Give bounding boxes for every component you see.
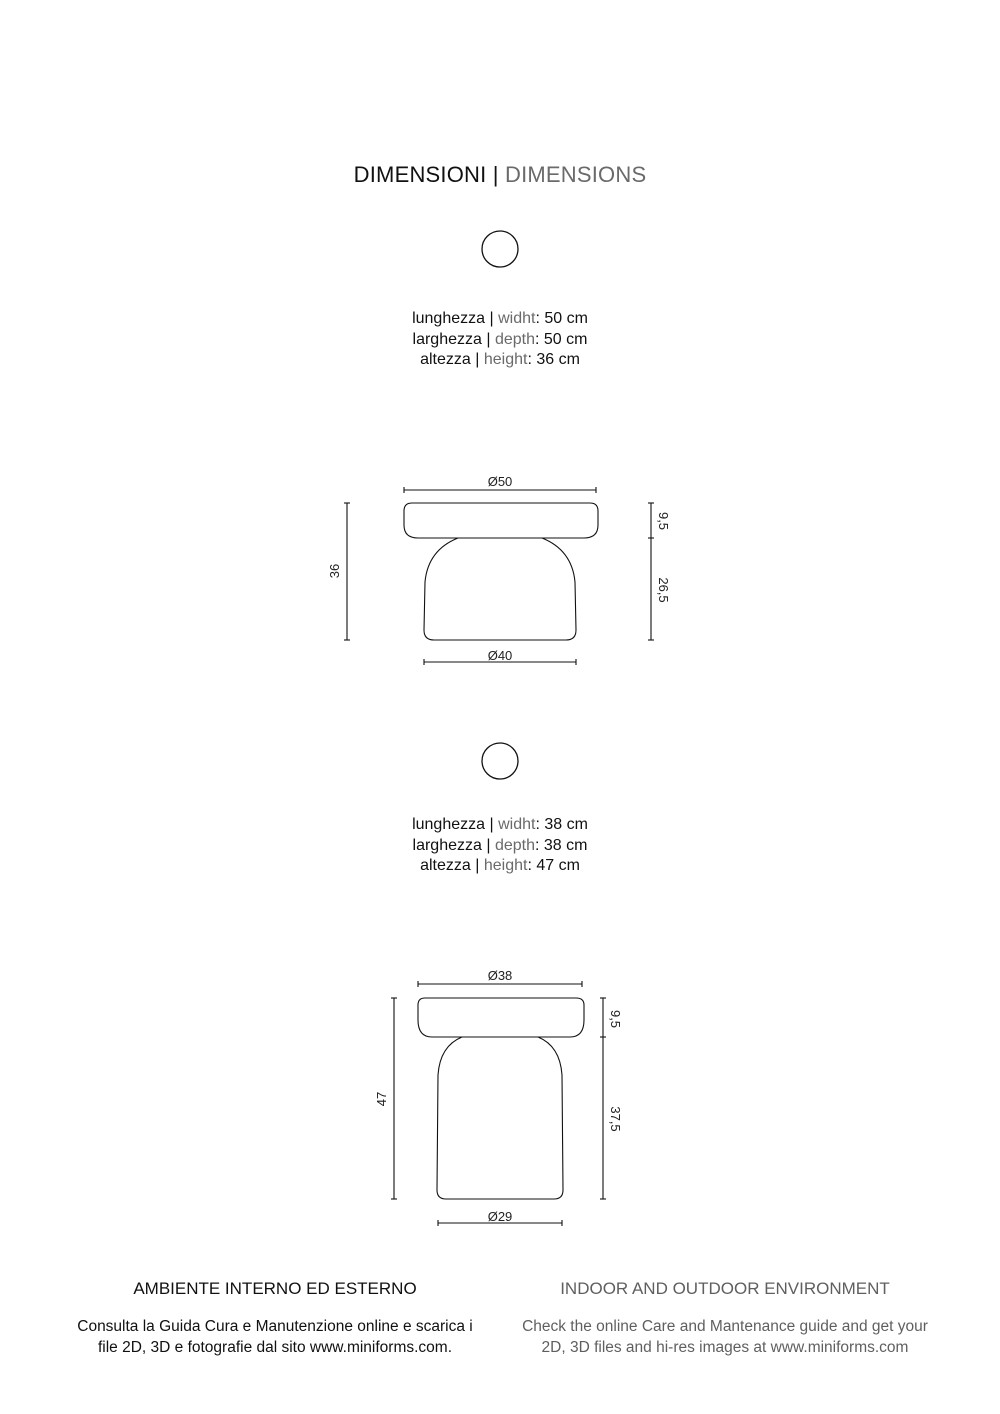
product-2-drawing-svg [0, 960, 1000, 1230]
spec-line-width: lunghezza | widht: 50 cm [412, 310, 588, 327]
footer-text-english-line-1: Check the online Care and Mantenance guide and get your [522, 1318, 928, 1335]
label-top-thickness: 9,5 [608, 1009, 623, 1029]
title-italian: DIMENSIONI | [353, 162, 499, 187]
table-base-outline [424, 538, 576, 640]
footer-text-italian-line-2: file 2D, 3D e fotografie dal sito www.miniforms.com. [97, 1338, 453, 1356]
label-total-height: 36 [327, 563, 342, 579]
product-2-drawing [0, 960, 1000, 1230]
footer-text-italian [60, 1317, 490, 1358]
label-top-diameter: Ø50 [487, 474, 513, 489]
title-english: DIMENSIONS [504, 162, 647, 187]
spec-line-width: lunghezza | widht: 38 cm [412, 816, 588, 833]
footer-title-english: INDOOR AND OUTDOOR ENVIRONMENT [560, 1279, 890, 1298]
label-base-height: 26,5 [656, 577, 671, 603]
table-top-outline [404, 503, 598, 538]
footer-title-italian: AMBIENTE INTERNO ED ESTERNO [133, 1279, 417, 1298]
round-top-icon [480, 230, 520, 270]
footer-text-italian-line-1: Consulta la Guida Cura e Manutenzione online e scarica i [77, 1318, 473, 1335]
product-1-drawing-svg [0, 470, 1000, 670]
footer-text-english-line-2: 2D, 3D files and hi-res images at www.miniforms.com [541, 1338, 909, 1356]
label-top-diameter: Ø38 [487, 968, 513, 983]
label-base-diameter: Ø40 [487, 648, 513, 663]
spec-line-height: altezza | height: 47 cm [420, 857, 580, 874]
spec-line-depth: larghezza | depth: 50 cm [412, 330, 588, 348]
spec-line-depth: larghezza | depth: 38 cm [412, 836, 588, 854]
round-top-icon [480, 741, 520, 781]
product-1-specs [0, 309, 1000, 371]
page-title [0, 162, 1000, 188]
label-total-height: 47 [374, 1091, 389, 1107]
table-base-outline [437, 1037, 563, 1199]
table-top-outline [418, 998, 584, 1037]
label-top-thickness: 9,5 [656, 511, 671, 531]
product-1-drawing [0, 470, 1000, 670]
label-base-diameter: Ø29 [487, 1209, 513, 1224]
product-2-specs [0, 815, 1000, 877]
spec-line-height: altezza | height: 36 cm [420, 351, 580, 368]
label-base-height: 37,5 [608, 1106, 623, 1132]
footer-text-english [505, 1317, 945, 1358]
